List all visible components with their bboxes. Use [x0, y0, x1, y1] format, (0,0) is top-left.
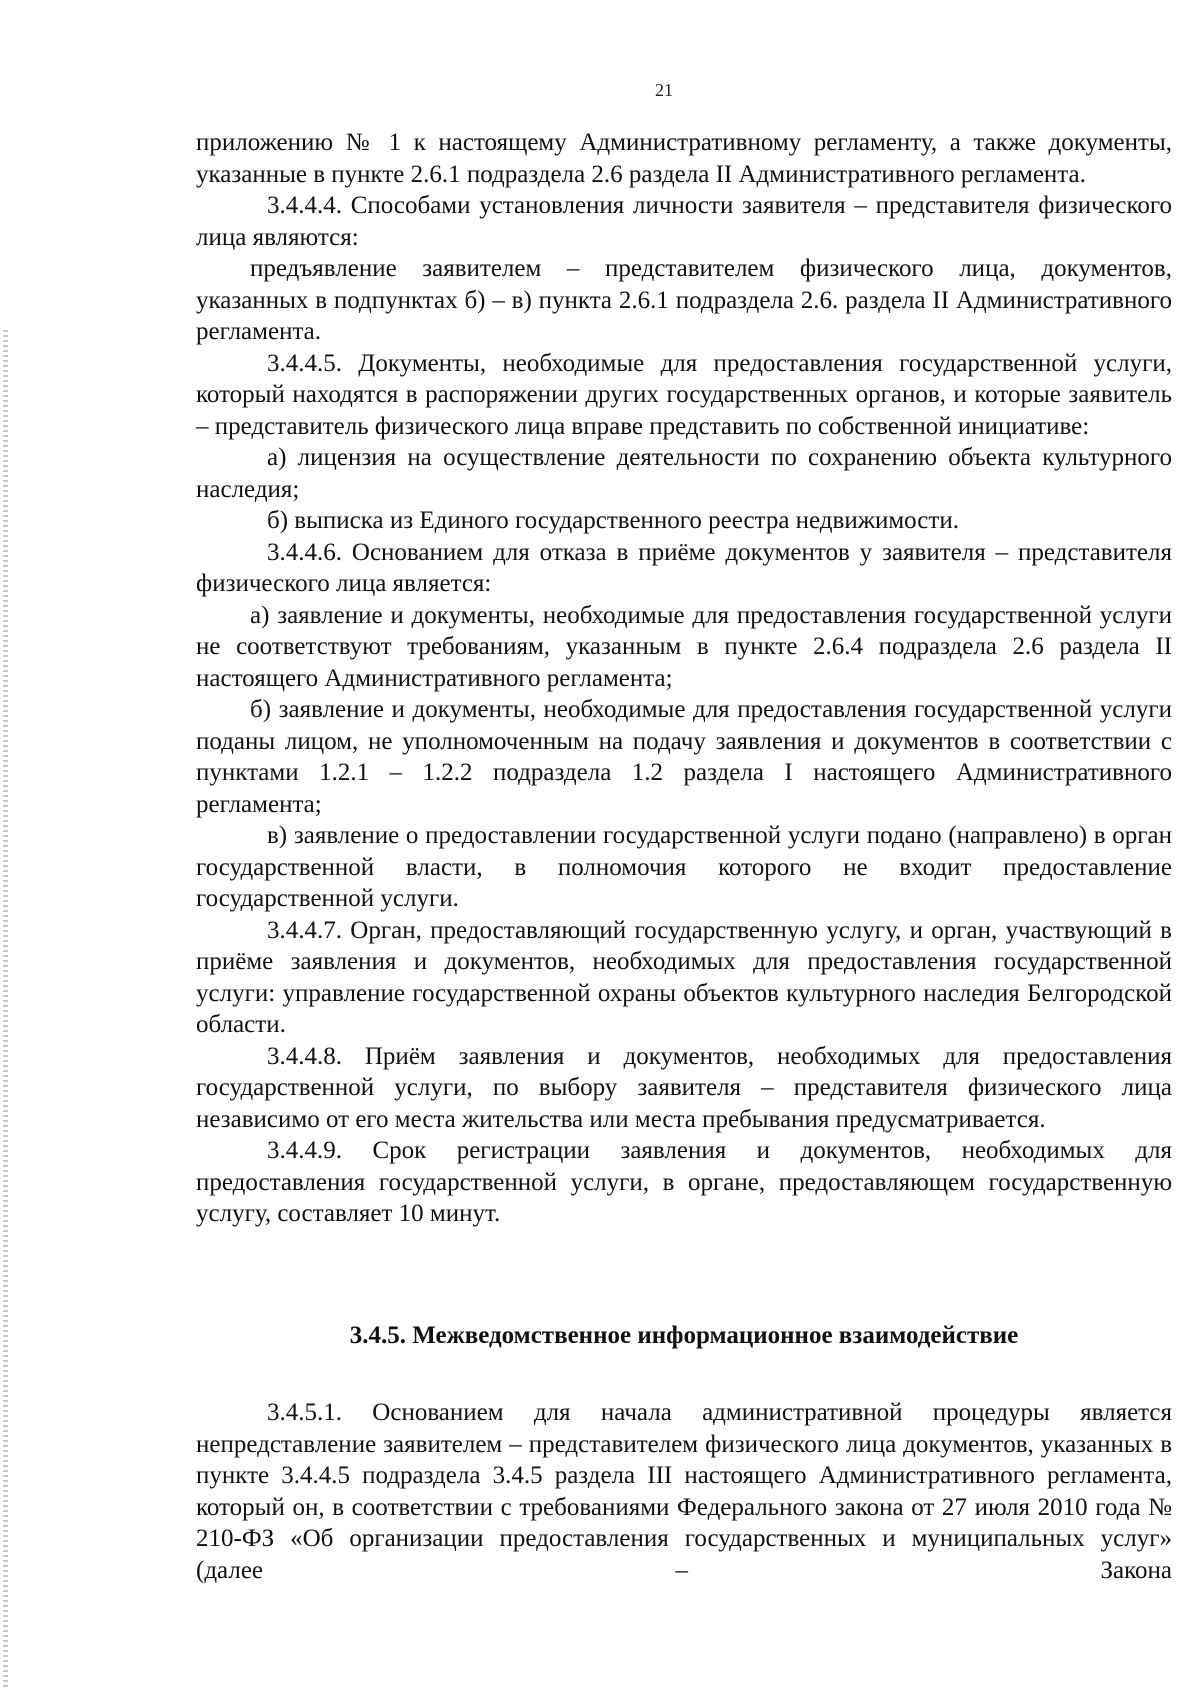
list-item: в) заявление о предоставлении государственной услуги подано (направлено) в орган государственной власти, в полномочия которого не входит предоставление государственной услуги. [196, 822, 1172, 912]
scan-edge-artifact [3, 330, 8, 1690]
section-body-text [196, 1397, 1172, 1586]
paragraph: 3.4.4.4. Способами установления личности заявителя – представителя физического лица являются: [196, 192, 1172, 251]
list-item: а) заявление и документы, необходимые для предоставления государственной услуги не соответствуют требованиям, указанным в пункте 2.6.4 подраздела 2.6 раздела II настоящего Административного регламента; [196, 601, 1172, 692]
body-text [196, 127, 1172, 1230]
paragraph: 3.4.4.8. Приём заявления и документов, необходимых для предоставления государственной услуги, по выбору заявителя – представителя физического лица независимо от его места жительства или места пребывания предусматривается. [196, 1042, 1172, 1133]
list-item: б) заявление и документы, необходимые для предоставления государственной услуги поданы лицом, не уполномоченным на подачу заявления и документов в соответствии с пунктами 1.2.1 – 1.2.2 подраздела 1.2 раздела I настоящего Административного регламента; [196, 696, 1172, 818]
paragraph: предъявление заявителем – представителем физического лица, документов, указанных в подпунктах б) – в) пункта 2.6.1 подраздела 2.6. раздела II Административного регламента. [196, 255, 1172, 345]
paragraph: 3.4.4.9. Срок регистрации заявления и документов, необходимых для предоставления государственной услуги, в органе, предоставляющем государственную услугу, составляет 10 минут. [196, 1137, 1172, 1227]
paragraph: приложению № 1 к настоящему Административному регламенту, а также документы, указанные в пункте 2.6.1 подраздела 2.6 раздела II Административного регламента. [196, 129, 1172, 188]
section-heading: 3.4.5. Межведомственное информационное взаимодействие [349, 1322, 1019, 1349]
paragraph: 3.4.4.5. Документы, необходимые для предоставления государственной услуги, который находятся в распоряжении других государственных органов, и которые заявитель – представитель физического лица вправе представить по собственной инициативе: [196, 349, 1172, 440]
paragraph: 3.4.5.1. Основанием для начала административной процедуры является непредставление заявителем – представителем физического лица документов, указанных в пункте 3.4.4.5 подраздела 3.4.5 раздела III настоящего Административного регламента, который он, в соответствии с требованиями Федерального закона от 27 июля 2010 года № 210-ФЗ «Об организации предоставления государственных и муниципальных услуг» (далее – Закона [196, 1399, 1172, 1584]
list-item: а) лицензия на осуществление деятельности по сохранению объекта культурного наследия; [196, 444, 1172, 503]
list-item: б) выписка из Единого государственного реестра недвижимости. [267, 507, 959, 534]
paragraph: 3.4.4.7. Орган, предоставляющий государственную услугу, и орган, участвующий в приёме заявления и документов, необходимых для предоставления государственной услуги: управление государственной охраны объектов культурного наследия Белгородской области. [196, 916, 1172, 1038]
page-number: 21 [655, 80, 673, 100]
paragraph: 3.4.4.6. Основанием для отказа в приёме документов у заявителя – представителя физического лица является: [196, 538, 1172, 597]
